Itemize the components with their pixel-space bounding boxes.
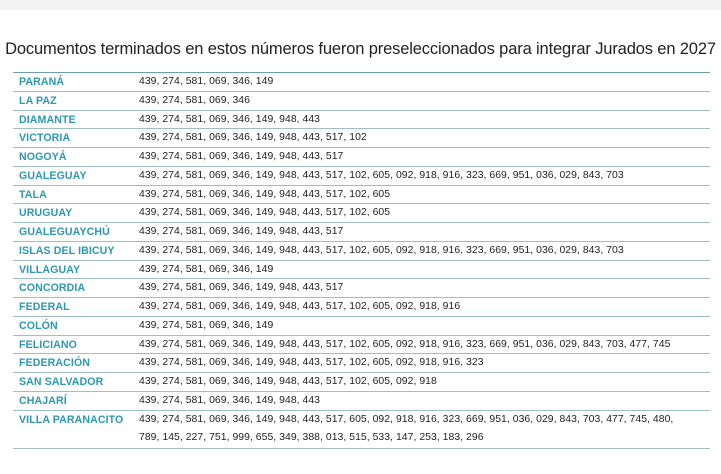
document-numbers: 439, 274, 581, 069, 346, 149, 948, 443, 517, 102, 605, 092, 918, 916, 323: [139, 357, 484, 369]
department-name: ISLAS DEL IBICUY: [19, 244, 115, 257]
document-numbers: 439, 274, 581, 069, 346, 149: [139, 319, 274, 331]
jury-numbers-table: [13, 72, 710, 449]
document-numbers: 439, 274, 581, 069, 346: [139, 94, 250, 106]
department-name: CONCORDIA: [19, 282, 86, 295]
document-numbers: 439, 274, 581, 069, 346, 149, 948, 443, 517: [139, 282, 344, 294]
page-title: Documentos terminados en estos números fueron preseleccionados para integrar Jurados en 2027: [5, 40, 716, 58]
document-numbers: 439, 274, 581, 069, 346, 149, 948, 443, 517: [139, 151, 344, 162]
document-numbers: 439, 274, 581, 069, 346, 149, 948, 443, 517, 102, 605, 092, 918, 916: [139, 301, 461, 312]
document-numbers-line-2: 789, 145, 227, 751, 999, 655, 349, 388, 013, 515, 533, 147, 253, 183, 296: [139, 431, 484, 443]
document-numbers: [139, 411, 710, 447]
table-row: [13, 242, 710, 261]
department-name: LA PAZ: [19, 94, 57, 107]
department-name: VILLAGUAY: [19, 263, 81, 276]
document-numbers: 439, 274, 581, 069, 346, 149, 948, 443: [139, 113, 321, 125]
table-row: [13, 186, 710, 205]
department-name: SAN SALVADOR: [19, 376, 104, 388]
table-row: [13, 298, 710, 317]
document-numbers: 439, 274, 581, 069, 346, 149, 948, 443, 517, 102, 605, 092, 918, 916, 323, 669, 951, 036, 029, 843, 703: [139, 169, 624, 181]
department-name: GUALEGUAYCHÚ: [19, 226, 110, 238]
department-name: VICTORIA: [19, 132, 71, 145]
document-numbers: 439, 274, 581, 069, 346, 149, 948, 443, 517, 102, 605, 092, 918, 916, 323, 669, 951, 036, 029, 843, 703: [139, 244, 624, 256]
department-name: DIAMANTE: [19, 113, 76, 126]
department-name: CHAJARÍ: [19, 394, 67, 407]
document-numbers: 439, 274, 581, 069, 346, 149, 948, 443, 517, 102, 605, 092, 918: [139, 376, 437, 387]
table-row: [13, 223, 710, 242]
table-row: [13, 148, 710, 167]
table-row: [13, 411, 710, 449]
department-name: TALA: [19, 188, 47, 201]
document-numbers: 439, 274, 581, 069, 346, 149: [139, 263, 274, 275]
table-row: [13, 261, 710, 280]
document-numbers: 439, 274, 581, 069, 346, 149, 948, 443: [139, 394, 321, 406]
document-numbers: 439, 274, 581, 069, 346, 149, 948, 443, 517, 102: [139, 132, 367, 144]
department-name: FEDERACIÓN: [19, 357, 91, 370]
table-row: [13, 167, 710, 186]
document-numbers: 439, 274, 581, 069, 346, 149, 948, 443, 517, 102, 605, 092, 918, 916, 323, 669, 951, 036, 029, 843, 703, 477, 745: [139, 338, 671, 350]
document-numbers: 439, 274, 581, 069, 346, 149, 948, 443, 517: [139, 226, 344, 237]
document-numbers: 439, 274, 581, 069, 346, 149: [139, 76, 274, 87]
table-row: [13, 392, 710, 411]
department-name: FEDERAL: [19, 301, 70, 313]
table-row: [13, 336, 710, 355]
table-row: [13, 204, 710, 223]
table-row: [13, 373, 710, 392]
department-name: GUALEGUAY: [19, 169, 87, 182]
table-row: [13, 129, 710, 148]
department-name: URUGUAY: [19, 207, 73, 220]
table-row: [13, 92, 710, 111]
department-name: NOGOYÁ: [19, 151, 67, 163]
table-row: [13, 317, 710, 336]
top-strip: [0, 0, 721, 10]
table-row: [13, 73, 710, 92]
document-numbers: 439, 274, 581, 069, 346, 149, 948, 443, 517, 102, 605: [139, 207, 391, 219]
department-name: VILLA PARANACITO: [19, 413, 124, 426]
department-name: FELICIANO: [19, 338, 77, 351]
table-row: [13, 279, 710, 298]
document-numbers: 439, 274, 581, 069, 346, 149, 948, 443, 517, 102, 605: [139, 188, 391, 200]
department-name: COLÓN: [19, 319, 58, 332]
table-row: [13, 111, 710, 130]
table-row: [13, 354, 710, 373]
department-name: PARANÁ: [19, 76, 65, 88]
document-numbers-line-1: 439, 274, 581, 069, 346, 149, 948, 443, 517, 605, 092, 918, 916, 323, 669, 951, 036, 029, 843, 703, 477, 745, 480,: [139, 413, 674, 425]
